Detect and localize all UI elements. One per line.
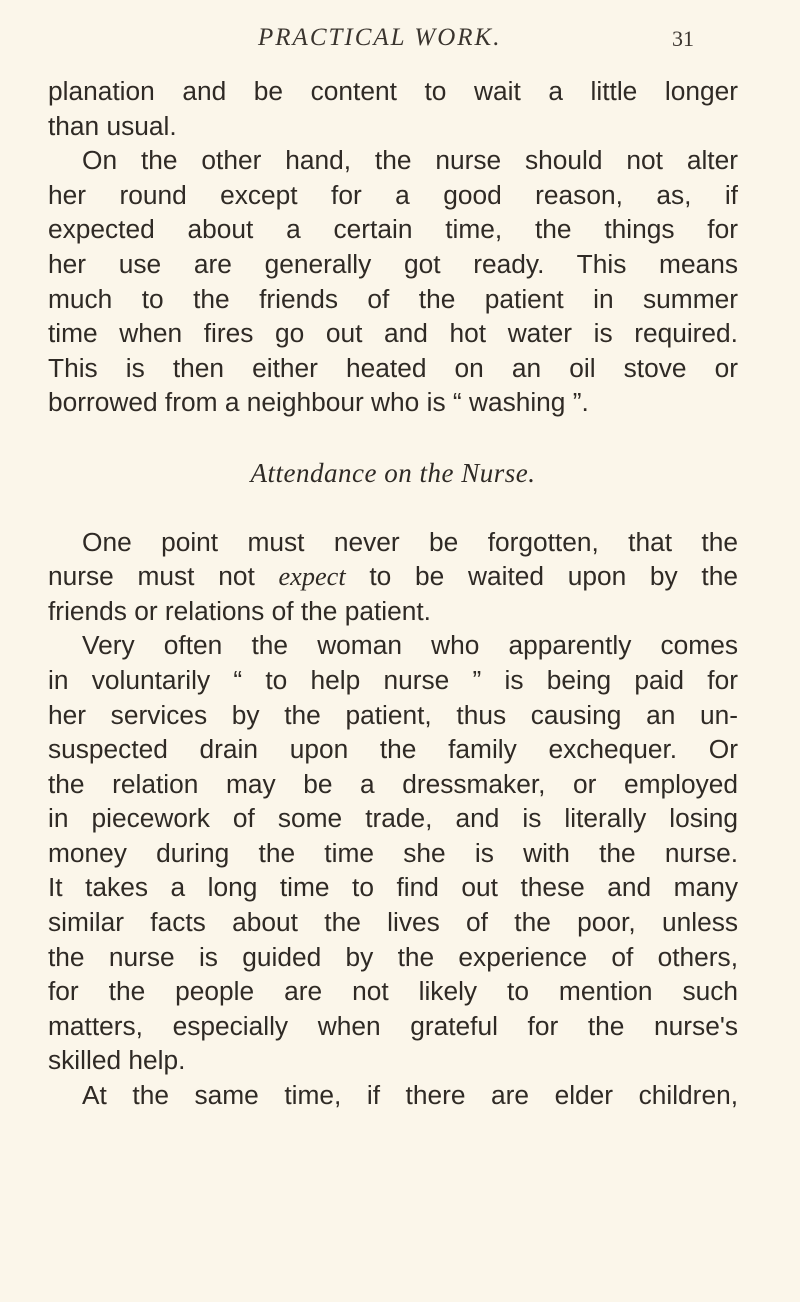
- text-line: much to the friends of the patient in summer: [48, 283, 738, 314]
- text-line: similar facts about the lives of the poor, unless: [48, 907, 738, 938]
- text-line: for the people are not likely to mention such: [48, 976, 738, 1007]
- text-line: [48, 559, 738, 594]
- text-line: suspected drain upon the family exchequer. Or: [48, 734, 738, 765]
- text-line: the relation may be a dressmaker, or employed: [48, 768, 738, 799]
- text-line: time when fires go out and hot water is required.: [48, 318, 738, 349]
- text-line: Very often the woman who apparently comes: [82, 630, 738, 661]
- text-line: This is then either heated on an oil stove or: [48, 352, 738, 383]
- running-head: [0, 14, 800, 54]
- running-title: PRACTICAL WORK.: [258, 24, 502, 51]
- section-heading: Attendance on the Nurse.: [250, 457, 536, 488]
- text-line: skilled help.: [48, 1045, 186, 1076]
- text-line: her services by the patient, thus causing an un-: [48, 699, 738, 730]
- text-line: At the same time, if there are elder children,: [82, 1080, 738, 1111]
- text-line: in voluntarily “ to help nurse ” is being paid for: [48, 664, 738, 695]
- text-line: than usual.: [48, 110, 177, 141]
- text-run: to be waited upon by the: [345, 561, 738, 592]
- text-line: in piecework of some trade, and is literally losing: [48, 803, 738, 834]
- text-line: friends or relations of the patient.: [48, 595, 431, 626]
- text-line: money during the time she is with the nurse.: [48, 837, 738, 868]
- text-line: One point must never be forgotten, that the: [82, 526, 738, 557]
- text-line: On the other hand, the nurse should not alter: [82, 145, 738, 176]
- text-line: planation and be content to wait a little longer: [48, 76, 738, 106]
- text-line: expected about a certain time, the things for: [48, 214, 738, 245]
- text-line: matters, especially when grateful for the nurse's: [48, 1010, 738, 1041]
- text-run: nurse must not: [48, 561, 279, 592]
- paragraph: [48, 143, 738, 420]
- text-line: It takes a long time to find out these and many: [48, 872, 738, 903]
- emphasized-word: expect: [278, 562, 346, 592]
- body-text: [48, 74, 738, 1113]
- paragraph: [48, 1078, 738, 1113]
- paragraph: [48, 628, 738, 1078]
- text-line: borrowed from a neighbour who is “ washing ”.: [48, 387, 589, 418]
- paragraph: [48, 74, 738, 143]
- text-line: the nurse is guided by the experience of others,: [48, 941, 738, 972]
- text-line: her use are generally got ready. This means: [48, 248, 738, 279]
- paragraph: [48, 525, 738, 629]
- page-number: 31: [672, 26, 694, 51]
- text-line: her round except for a good reason, as, if: [48, 179, 738, 210]
